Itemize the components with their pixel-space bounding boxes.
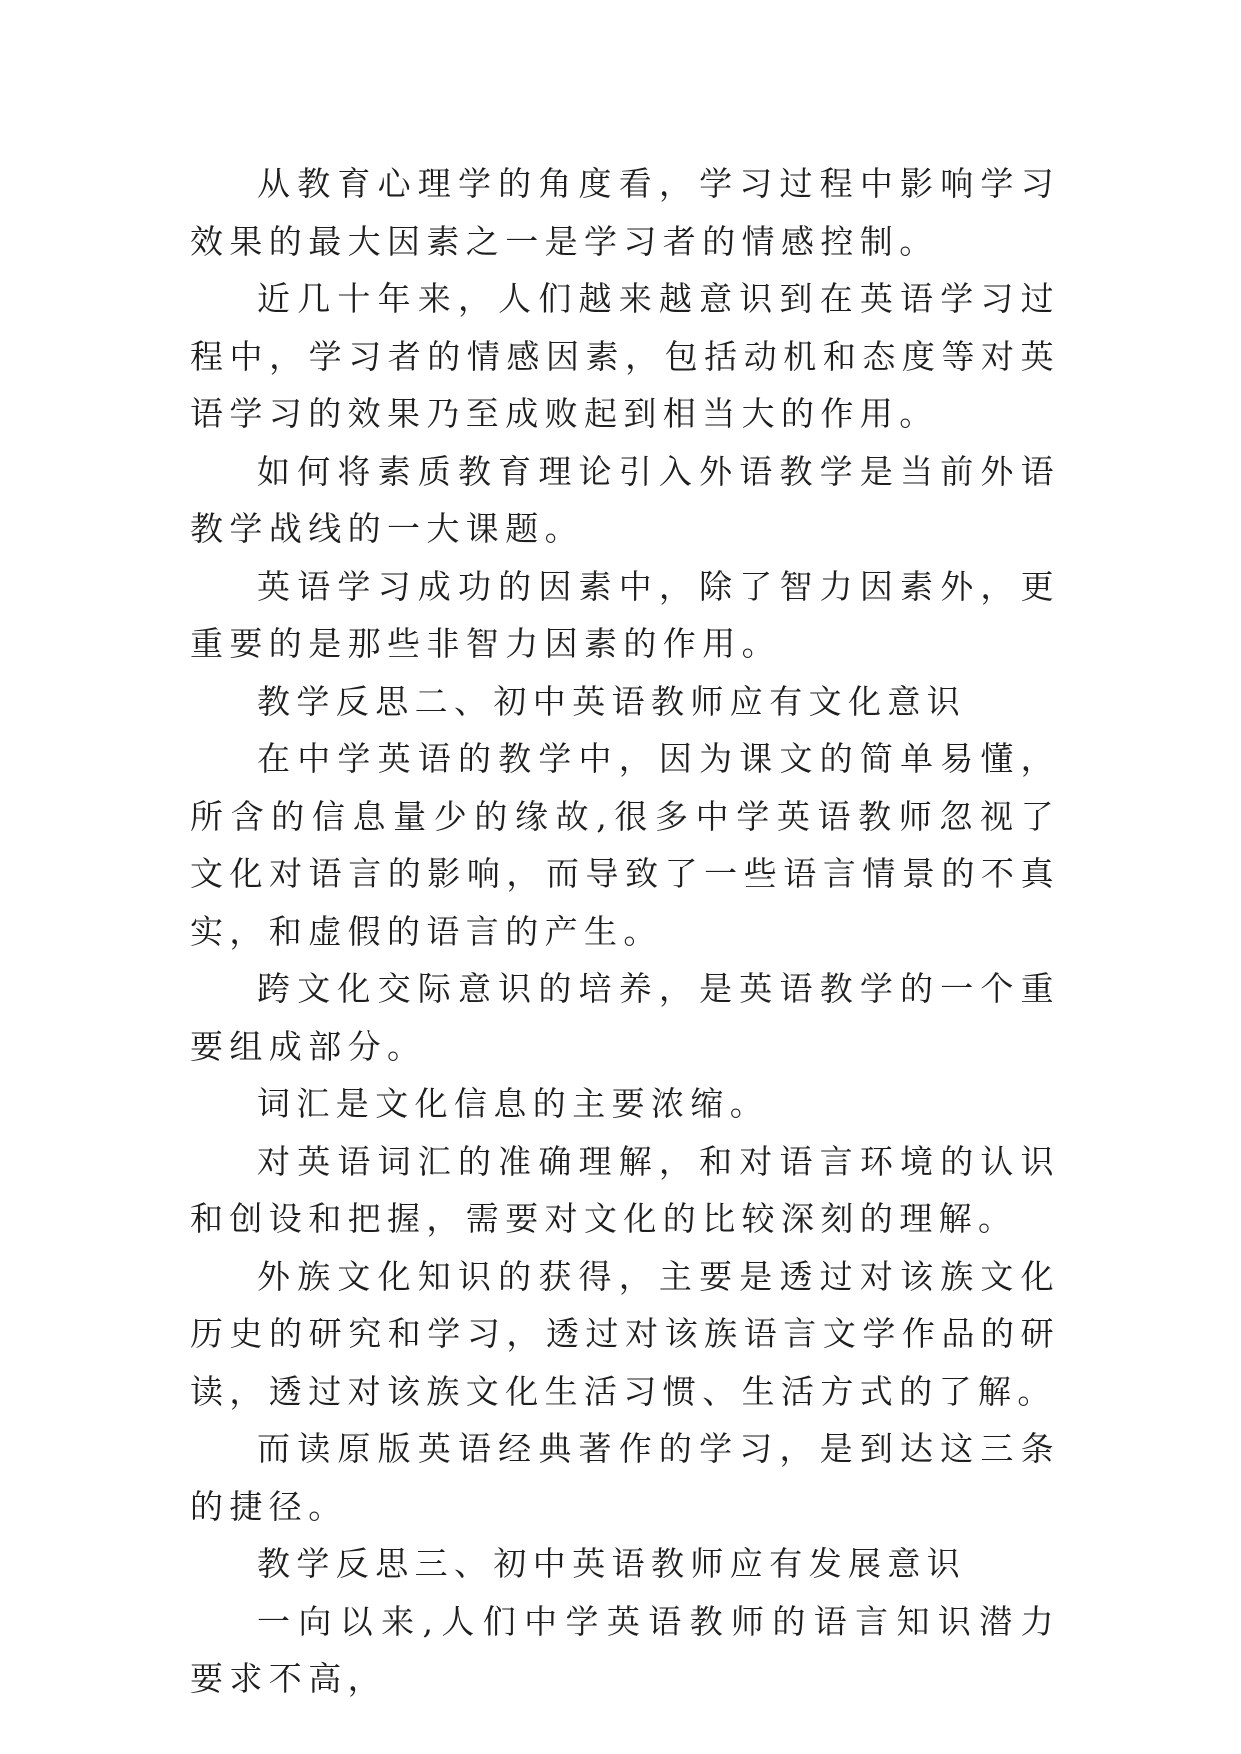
document-body [190, 155, 1060, 1708]
paragraph: 如何将素质教育理论引入外语教学是当前外语教学战线的一大课题。 [190, 451, 1060, 548]
paragraph: 一向以来,人们中学英语教师的语言知识潜力要求不高， [190, 1601, 1060, 1698]
paragraph: 英语学习成功的因素中，除了智力因素外，更重要的是那些非智力因素的作用。 [190, 566, 1060, 663]
paragraph: 近几十年来，人们越来越意识到在英语学习过程中，学习者的情感因素，包括动机和态度等对英语学习的效果乃至成败起到相当大的作用。 [190, 279, 1060, 433]
paragraph: 对英语词汇的准确理解，和对语言环境的认识和创设和把握，需要对文化的比较深刻的理解。 [190, 1141, 1060, 1238]
paragraph: 而读原版英语经典著作的学习，是到达这三条的捷径。 [190, 1429, 1060, 1526]
paragraph: 词汇是文化信息的主要浓缩。 [257, 1084, 770, 1123]
paragraph: 从教育心理学的角度看，学习过程中影响学习效果的最大因素之一是学习者的情感控制。 [190, 164, 1060, 261]
paragraph: 外族文化知识的获得，主要是透过对该族文化历史的研究和学习，透过对该族语言文学作品的研读，透过对该族文化生活习惯、生活方式的了解。 [190, 1256, 1060, 1411]
paragraph: 在中学英语的教学中，因为课文的简单易懂，所含的信息量少的缘故,很多中学英语教师忽视了文化对语言的影响，而导致了一些语言情景的不真实，和虚假的语言的产生。 [190, 739, 1060, 951]
section-heading: 教学反思三、初中英语教师应有发展意识 [257, 1544, 967, 1583]
paragraph: 跨文化交际意识的培养，是英语教学的一个重要组成部分。 [190, 969, 1060, 1066]
section-heading: 教学反思二、初中英语教师应有文化意识 [257, 681, 967, 721]
